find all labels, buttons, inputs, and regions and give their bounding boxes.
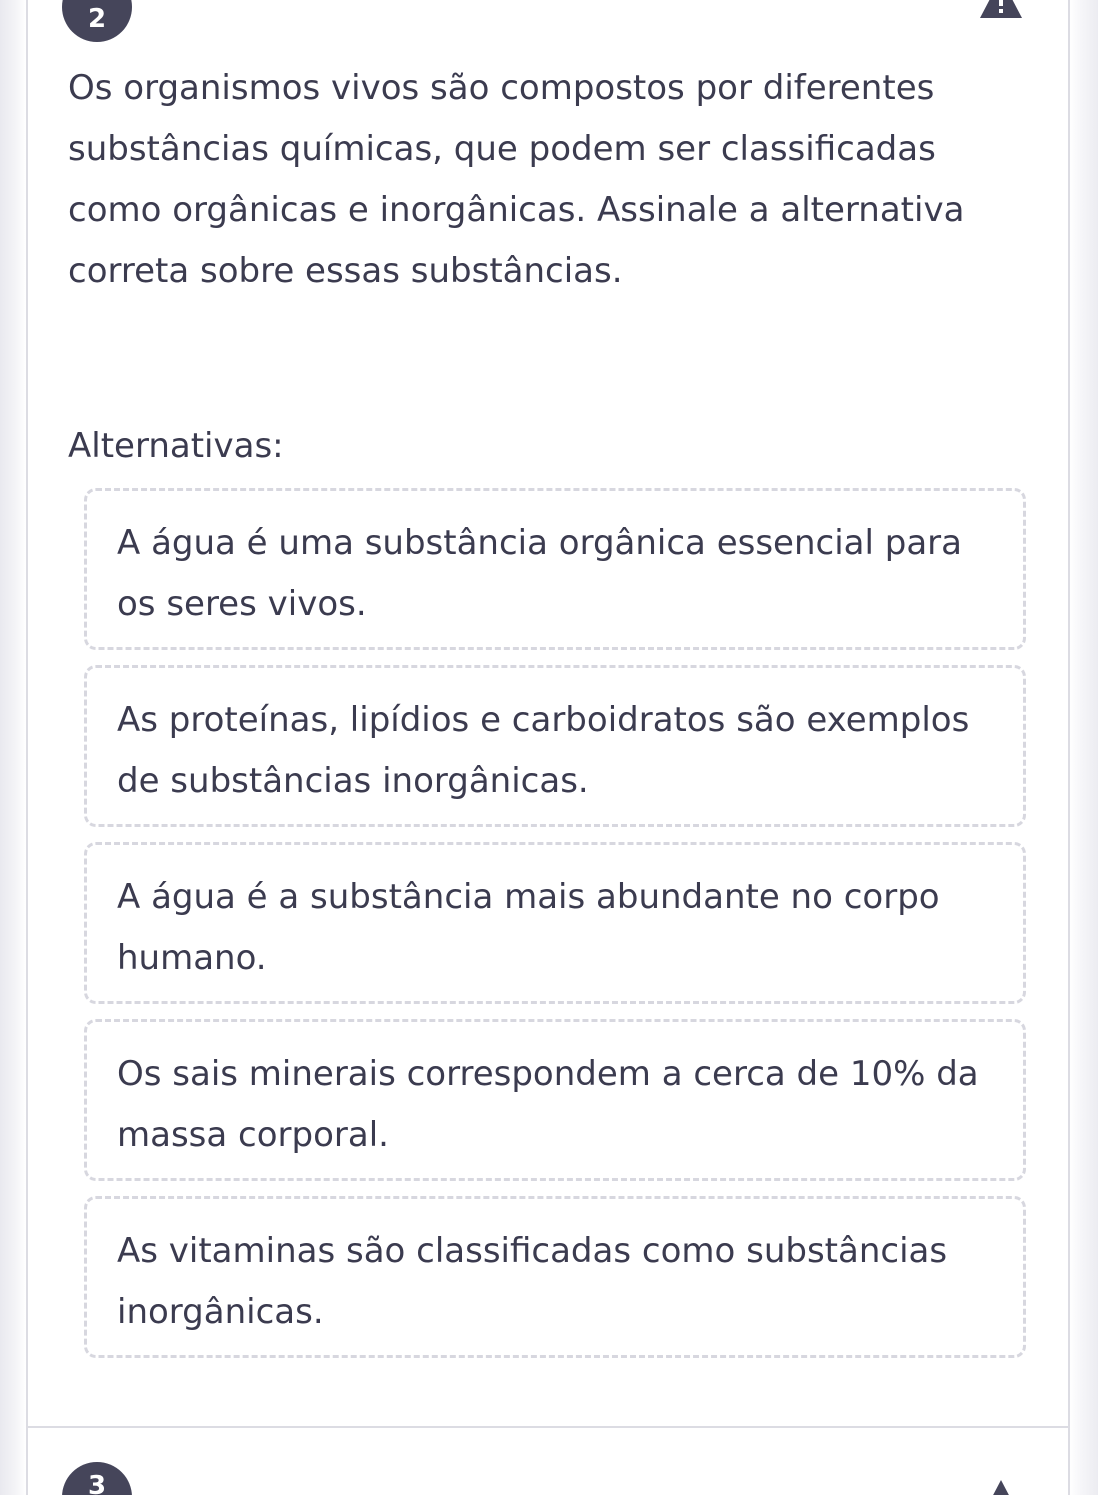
option-3[interactable]: A água é a substância mais abundante no corpo humano.	[84, 842, 1026, 1004]
question-number: 2	[87, 4, 107, 34]
options-list	[84, 488, 1026, 1373]
question-text: Os organismos vivos são compostos por diferentes substâncias químicas, que podem ser classificadas como orgânicas e inorgânicas. Assinale a alternativa correta sobre essas substâncias.	[68, 68, 965, 291]
question-divider	[28, 1426, 1070, 1428]
option-1[interactable]: A água é uma substância orgânica essencial para os seres vivos.	[84, 488, 1026, 650]
option-4[interactable]: Os sais minerais correspondem a cerca de 10% da massa corporal.	[84, 1019, 1026, 1181]
option-5[interactable]: As vitaminas são classificadas como substâncias inorgânicas.	[84, 1196, 1026, 1358]
next-question-number: 3	[87, 1471, 107, 1495]
warning-icon[interactable]	[978, 0, 1024, 22]
left-border	[26, 0, 28, 1495]
alternatives-heading: Alternativas:	[68, 426, 284, 466]
question-number-badge	[62, 0, 132, 42]
next-question-number-badge	[62, 1462, 132, 1495]
next-warning-icon[interactable]	[978, 1478, 1024, 1495]
option-2[interactable]: As proteínas, lipídios e carboidratos são exemplos de substâncias inorgânicas.	[84, 665, 1026, 827]
right-shadow	[1070, 0, 1098, 1495]
left-shadow	[0, 0, 26, 1495]
right-border	[1068, 0, 1070, 1495]
